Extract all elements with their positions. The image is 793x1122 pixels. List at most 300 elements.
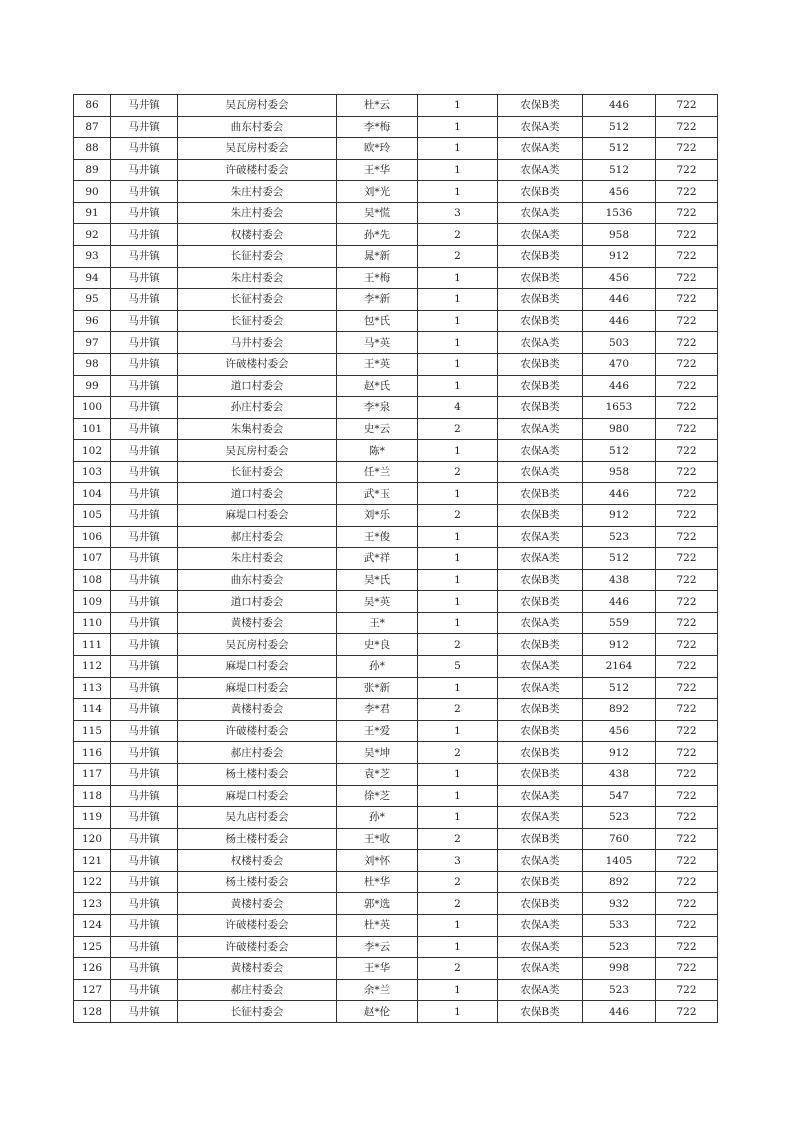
- cell-standard-amount: 722: [656, 699, 718, 721]
- cell-amount: 438: [583, 763, 656, 785]
- table-row: [74, 310, 718, 332]
- table-row: [74, 202, 718, 224]
- cell-insurance-category: 农保A类: [498, 332, 583, 354]
- cell-standard-amount: 722: [656, 785, 718, 807]
- cell-insurance-category: 农保A类: [498, 526, 583, 548]
- cell-standard-amount: 722: [656, 720, 718, 742]
- cell-row-index: 103: [74, 461, 111, 483]
- cell-amount: 547: [583, 785, 656, 807]
- cell-amount: 512: [583, 440, 656, 462]
- cell-row-index: 101: [74, 418, 111, 440]
- cell-name: 王*爱: [337, 720, 418, 742]
- cell-town: 马井镇: [111, 461, 178, 483]
- cell-insurance-category: 农保A类: [498, 850, 583, 872]
- cell-name: 吴*氏: [337, 569, 418, 591]
- cell-standard-amount: 722: [656, 440, 718, 462]
- cell-amount: 892: [583, 699, 656, 721]
- cell-row-index: 100: [74, 397, 111, 419]
- cell-name: 欧*玲: [337, 138, 418, 160]
- cell-insurance-category: 农保B类: [498, 720, 583, 742]
- cell-amount: 512: [583, 116, 656, 138]
- cell-amount: 892: [583, 871, 656, 893]
- cell-name: 晁*新: [337, 246, 418, 268]
- cell-insurance-category: 农保B类: [498, 742, 583, 764]
- cell-village-committee: 麻堤口村委会: [178, 656, 337, 678]
- table-row: [74, 181, 718, 203]
- cell-standard-amount: 722: [656, 289, 718, 311]
- table-row: [74, 677, 718, 699]
- cell-amount: 523: [583, 979, 656, 1001]
- cell-village-committee: 道口村委会: [178, 591, 337, 613]
- cell-row-index: 126: [74, 958, 111, 980]
- cell-insurance-category: 农保A类: [498, 612, 583, 634]
- cell-name: 刘*光: [337, 181, 418, 203]
- cell-household-count: 1: [418, 483, 498, 505]
- cell-amount: 512: [583, 138, 656, 160]
- table-row: [74, 548, 718, 570]
- table-row: [74, 936, 718, 958]
- cell-town: 马井镇: [111, 138, 178, 160]
- cell-household-count: 2: [418, 224, 498, 246]
- table-body: [74, 95, 718, 1023]
- table-row: [74, 742, 718, 764]
- table-row: [74, 267, 718, 289]
- cell-insurance-category: 农保B类: [498, 871, 583, 893]
- cell-standard-amount: 722: [656, 591, 718, 613]
- cell-name: 史*云: [337, 418, 418, 440]
- cell-amount: 523: [583, 807, 656, 829]
- cell-row-index: 110: [74, 612, 111, 634]
- cell-insurance-category: 农保B类: [498, 181, 583, 203]
- cell-town: 马井镇: [111, 871, 178, 893]
- cell-standard-amount: 722: [656, 893, 718, 915]
- cell-name: 李*泉: [337, 397, 418, 419]
- cell-town: 马井镇: [111, 850, 178, 872]
- cell-household-count: 1: [418, 526, 498, 548]
- cell-standard-amount: 722: [656, 958, 718, 980]
- cell-town: 马井镇: [111, 440, 178, 462]
- cell-standard-amount: 722: [656, 763, 718, 785]
- cell-row-index: 106: [74, 526, 111, 548]
- cell-village-committee: 长征村委会: [178, 289, 337, 311]
- table-row: [74, 440, 718, 462]
- cell-insurance-category: 农保A类: [498, 807, 583, 829]
- cell-row-index: 104: [74, 483, 111, 505]
- cell-household-count: 2: [418, 634, 498, 656]
- cell-insurance-category: 农保A类: [498, 202, 583, 224]
- table-row: [74, 375, 718, 397]
- cell-insurance-category: 农保B类: [498, 353, 583, 375]
- cell-standard-amount: 722: [656, 634, 718, 656]
- cell-row-index: 114: [74, 699, 111, 721]
- cell-insurance-category: 农保A类: [498, 656, 583, 678]
- cell-household-count: 1: [418, 548, 498, 570]
- cell-amount: 512: [583, 159, 656, 181]
- cell-village-committee: 朱庄村委会: [178, 267, 337, 289]
- cell-town: 马井镇: [111, 397, 178, 419]
- cell-village-committee: 孙庄村委会: [178, 397, 337, 419]
- cell-row-index: 105: [74, 504, 111, 526]
- cell-standard-amount: 722: [656, 504, 718, 526]
- cell-name: 孙*先: [337, 224, 418, 246]
- cell-town: 马井镇: [111, 95, 178, 117]
- cell-standard-amount: 722: [656, 138, 718, 160]
- cell-town: 马井镇: [111, 699, 178, 721]
- cell-village-committee: 马井村委会: [178, 332, 337, 354]
- table-row: [74, 138, 718, 160]
- cell-name: 郭*选: [337, 893, 418, 915]
- cell-row-index: 87: [74, 116, 111, 138]
- cell-standard-amount: 722: [656, 1001, 718, 1023]
- table-row: [74, 612, 718, 634]
- cell-standard-amount: 722: [656, 677, 718, 699]
- cell-village-committee: 麻堤口村委会: [178, 504, 337, 526]
- cell-household-count: 1: [418, 785, 498, 807]
- cell-amount: 1405: [583, 850, 656, 872]
- cell-name: 杜*英: [337, 914, 418, 936]
- cell-name: 徐*芝: [337, 785, 418, 807]
- cell-amount: 512: [583, 548, 656, 570]
- cell-row-index: 119: [74, 807, 111, 829]
- cell-amount: 456: [583, 267, 656, 289]
- cell-row-index: 91: [74, 202, 111, 224]
- cell-standard-amount: 722: [656, 95, 718, 117]
- table-row: [74, 591, 718, 613]
- cell-town: 马井镇: [111, 914, 178, 936]
- table-row: [74, 353, 718, 375]
- cell-town: 马井镇: [111, 979, 178, 1001]
- cell-household-count: 1: [418, 95, 498, 117]
- cell-insurance-category: 农保A类: [498, 224, 583, 246]
- cell-row-index: 108: [74, 569, 111, 591]
- cell-name: 余*兰: [337, 979, 418, 1001]
- cell-household-count: 1: [418, 720, 498, 742]
- table-row: [74, 397, 718, 419]
- cell-household-count: 4: [418, 397, 498, 419]
- table-row: [74, 807, 718, 829]
- cell-village-committee: 杨土楼村委会: [178, 828, 337, 850]
- cell-town: 马井镇: [111, 504, 178, 526]
- cell-town: 马井镇: [111, 742, 178, 764]
- cell-insurance-category: 农保B类: [498, 95, 583, 117]
- cell-village-committee: 黄楼村委会: [178, 612, 337, 634]
- cell-insurance-category: 农保B类: [498, 267, 583, 289]
- cell-row-index: 118: [74, 785, 111, 807]
- table-row: [74, 1001, 718, 1023]
- cell-town: 马井镇: [111, 548, 178, 570]
- cell-town: 马井镇: [111, 375, 178, 397]
- cell-amount: 446: [583, 95, 656, 117]
- cell-insurance-category: 农保B类: [498, 828, 583, 850]
- cell-household-count: 1: [418, 763, 498, 785]
- cell-village-committee: 曲东村委会: [178, 116, 337, 138]
- cell-village-committee: 黄楼村委会: [178, 699, 337, 721]
- cell-standard-amount: 722: [656, 397, 718, 419]
- cell-row-index: 86: [74, 95, 111, 117]
- cell-amount: 998: [583, 958, 656, 980]
- cell-village-committee: 麻堤口村委会: [178, 677, 337, 699]
- cell-village-committee: 郝庄村委会: [178, 742, 337, 764]
- cell-household-count: 1: [418, 979, 498, 1001]
- cell-amount: 1653: [583, 397, 656, 419]
- cell-standard-amount: 722: [656, 267, 718, 289]
- cell-insurance-category: 农保B类: [498, 893, 583, 915]
- cell-standard-amount: 722: [656, 202, 718, 224]
- cell-row-index: 99: [74, 375, 111, 397]
- cell-household-count: 1: [418, 353, 498, 375]
- cell-insurance-category: 农保A类: [498, 936, 583, 958]
- cell-standard-amount: 722: [656, 569, 718, 591]
- cell-amount: 523: [583, 936, 656, 958]
- cell-name: 吴*慌: [337, 202, 418, 224]
- cell-amount: 912: [583, 246, 656, 268]
- cell-insurance-category: 农保B类: [498, 591, 583, 613]
- cell-row-index: 102: [74, 440, 111, 462]
- cell-standard-amount: 722: [656, 116, 718, 138]
- cell-town: 马井镇: [111, 763, 178, 785]
- cell-standard-amount: 722: [656, 807, 718, 829]
- cell-village-committee: 吴瓦房村委会: [178, 634, 337, 656]
- cell-name: 李*梅: [337, 116, 418, 138]
- cell-row-index: 122: [74, 871, 111, 893]
- cell-household-count: 2: [418, 699, 498, 721]
- cell-row-index: 127: [74, 979, 111, 1001]
- cell-town: 马井镇: [111, 936, 178, 958]
- cell-row-index: 116: [74, 742, 111, 764]
- cell-village-committee: 郝庄村委会: [178, 526, 337, 548]
- cell-amount: 470: [583, 353, 656, 375]
- cell-village-committee: 杨土楼村委会: [178, 763, 337, 785]
- table-row: [74, 914, 718, 936]
- cell-town: 马井镇: [111, 181, 178, 203]
- cell-standard-amount: 722: [656, 246, 718, 268]
- cell-household-count: 1: [418, 289, 498, 311]
- cell-row-index: 93: [74, 246, 111, 268]
- cell-row-index: 107: [74, 548, 111, 570]
- cell-insurance-category: 农保A类: [498, 138, 583, 160]
- cell-standard-amount: 722: [656, 612, 718, 634]
- cell-standard-amount: 722: [656, 483, 718, 505]
- cell-standard-amount: 722: [656, 828, 718, 850]
- cell-amount: 446: [583, 1001, 656, 1023]
- cell-town: 马井镇: [111, 483, 178, 505]
- table-row: [74, 634, 718, 656]
- cell-standard-amount: 722: [656, 936, 718, 958]
- cell-row-index: 120: [74, 828, 111, 850]
- cell-amount: 456: [583, 720, 656, 742]
- cell-household-count: 2: [418, 504, 498, 526]
- cell-household-count: 3: [418, 202, 498, 224]
- cell-village-committee: 朱庄村委会: [178, 202, 337, 224]
- cell-insurance-category: 农保A类: [498, 979, 583, 1001]
- cell-insurance-category: 农保B类: [498, 634, 583, 656]
- cell-town: 马井镇: [111, 677, 178, 699]
- cell-name: 李*云: [337, 936, 418, 958]
- cell-standard-amount: 722: [656, 526, 718, 548]
- cell-household-count: 2: [418, 958, 498, 980]
- cell-amount: 512: [583, 677, 656, 699]
- cell-amount: 523: [583, 526, 656, 548]
- cell-amount: 446: [583, 310, 656, 332]
- cell-standard-amount: 722: [656, 224, 718, 246]
- cell-amount: 446: [583, 375, 656, 397]
- cell-town: 马井镇: [111, 569, 178, 591]
- cell-village-committee: 黄楼村委会: [178, 893, 337, 915]
- cell-standard-amount: 722: [656, 418, 718, 440]
- cell-amount: 958: [583, 224, 656, 246]
- cell-name: 张*新: [337, 677, 418, 699]
- cell-town: 马井镇: [111, 893, 178, 915]
- cell-town: 马井镇: [111, 958, 178, 980]
- cell-town: 马井镇: [111, 159, 178, 181]
- cell-insurance-category: 农保B类: [498, 246, 583, 268]
- cell-amount: 533: [583, 914, 656, 936]
- cell-village-committee: 郝庄村委会: [178, 979, 337, 1001]
- cell-town: 马井镇: [111, 246, 178, 268]
- cell-name: 王*梅: [337, 267, 418, 289]
- cell-amount: 932: [583, 893, 656, 915]
- cell-household-count: 1: [418, 310, 498, 332]
- cell-household-count: 1: [418, 138, 498, 160]
- cell-town: 马井镇: [111, 526, 178, 548]
- cell-amount: 446: [583, 289, 656, 311]
- cell-row-index: 98: [74, 353, 111, 375]
- cell-name: 武*祥: [337, 548, 418, 570]
- table-row: [74, 526, 718, 548]
- cell-amount: 912: [583, 504, 656, 526]
- cell-household-count: 2: [418, 246, 498, 268]
- cell-name: 杜*云: [337, 95, 418, 117]
- cell-insurance-category: 农保A类: [498, 159, 583, 181]
- cell-amount: 446: [583, 483, 656, 505]
- cell-insurance-category: 农保A类: [498, 548, 583, 570]
- cell-row-index: 112: [74, 656, 111, 678]
- cell-row-index: 96: [74, 310, 111, 332]
- cell-amount: 2164: [583, 656, 656, 678]
- cell-row-index: 125: [74, 936, 111, 958]
- cell-town: 马井镇: [111, 612, 178, 634]
- cell-insurance-category: 农保B类: [498, 504, 583, 526]
- cell-household-count: 1: [418, 677, 498, 699]
- cell-insurance-category: 农保B类: [498, 569, 583, 591]
- cell-village-committee: 吴瓦房村委会: [178, 138, 337, 160]
- table-row: [74, 850, 718, 872]
- cell-standard-amount: 722: [656, 914, 718, 936]
- cell-household-count: 2: [418, 742, 498, 764]
- table-row: [74, 958, 718, 980]
- cell-village-committee: 权楼村委会: [178, 850, 337, 872]
- cell-village-committee: 长征村委会: [178, 1001, 337, 1023]
- cell-household-count: 1: [418, 1001, 498, 1023]
- table-row: [74, 656, 718, 678]
- cell-insurance-category: 农保B类: [498, 289, 583, 311]
- cell-town: 马井镇: [111, 828, 178, 850]
- cell-row-index: 121: [74, 850, 111, 872]
- cell-insurance-category: 农保A类: [498, 785, 583, 807]
- cell-village-committee: 许破楼村委会: [178, 914, 337, 936]
- cell-standard-amount: 722: [656, 353, 718, 375]
- cell-household-count: 2: [418, 828, 498, 850]
- cell-village-committee: 权楼村委会: [178, 224, 337, 246]
- data-table: [73, 94, 718, 1023]
- cell-row-index: 113: [74, 677, 111, 699]
- cell-village-committee: 麻堤口村委会: [178, 785, 337, 807]
- cell-town: 马井镇: [111, 289, 178, 311]
- cell-household-count: 2: [418, 893, 498, 915]
- table-row: [74, 246, 718, 268]
- table-row: [74, 289, 718, 311]
- cell-standard-amount: 722: [656, 181, 718, 203]
- cell-amount: 456: [583, 181, 656, 203]
- cell-household-count: 1: [418, 591, 498, 613]
- cell-row-index: 95: [74, 289, 111, 311]
- cell-town: 马井镇: [111, 1001, 178, 1023]
- cell-standard-amount: 722: [656, 850, 718, 872]
- cell-row-index: 92: [74, 224, 111, 246]
- cell-village-committee: 杨土楼村委会: [178, 871, 337, 893]
- cell-name: 马*英: [337, 332, 418, 354]
- cell-household-count: 1: [418, 159, 498, 181]
- cell-standard-amount: 722: [656, 656, 718, 678]
- cell-village-committee: 吴瓦房村委会: [178, 95, 337, 117]
- cell-village-committee: 道口村委会: [178, 375, 337, 397]
- cell-insurance-category: 农保A类: [498, 440, 583, 462]
- table-row: [74, 893, 718, 915]
- cell-town: 马井镇: [111, 332, 178, 354]
- cell-amount: 438: [583, 569, 656, 591]
- table-row: [74, 418, 718, 440]
- cell-village-committee: 许破楼村委会: [178, 936, 337, 958]
- table-row: [74, 461, 718, 483]
- cell-village-committee: 道口村委会: [178, 483, 337, 505]
- cell-row-index: 89: [74, 159, 111, 181]
- cell-name: 吴*英: [337, 591, 418, 613]
- cell-name: 赵*氏: [337, 375, 418, 397]
- cell-village-committee: 许破楼村委会: [178, 720, 337, 742]
- table-row: [74, 332, 718, 354]
- cell-row-index: 124: [74, 914, 111, 936]
- cell-household-count: 2: [418, 418, 498, 440]
- cell-name: 袁*芝: [337, 763, 418, 785]
- cell-amount: 559: [583, 612, 656, 634]
- cell-household-count: 3: [418, 850, 498, 872]
- cell-name: 刘*乐: [337, 504, 418, 526]
- cell-name: 赵*伦: [337, 1001, 418, 1023]
- cell-name: 任*兰: [337, 461, 418, 483]
- cell-row-index: 115: [74, 720, 111, 742]
- cell-household-count: 2: [418, 461, 498, 483]
- cell-town: 马井镇: [111, 267, 178, 289]
- cell-name: 王*俊: [337, 526, 418, 548]
- cell-village-committee: 许破楼村委会: [178, 159, 337, 181]
- cell-town: 马井镇: [111, 785, 178, 807]
- cell-household-count: 1: [418, 936, 498, 958]
- cell-name: 包*氏: [337, 310, 418, 332]
- cell-town: 马井镇: [111, 418, 178, 440]
- cell-village-committee: 吴九店村委会: [178, 807, 337, 829]
- cell-standard-amount: 722: [656, 979, 718, 1001]
- cell-row-index: 123: [74, 893, 111, 915]
- cell-name: 王*英: [337, 353, 418, 375]
- cell-household-count: 1: [418, 440, 498, 462]
- cell-village-committee: 黄楼村委会: [178, 958, 337, 980]
- cell-name: 李*新: [337, 289, 418, 311]
- cell-row-index: 128: [74, 1001, 111, 1023]
- cell-town: 马井镇: [111, 310, 178, 332]
- cell-household-count: 1: [418, 332, 498, 354]
- cell-row-index: 94: [74, 267, 111, 289]
- cell-insurance-category: 农保A类: [498, 914, 583, 936]
